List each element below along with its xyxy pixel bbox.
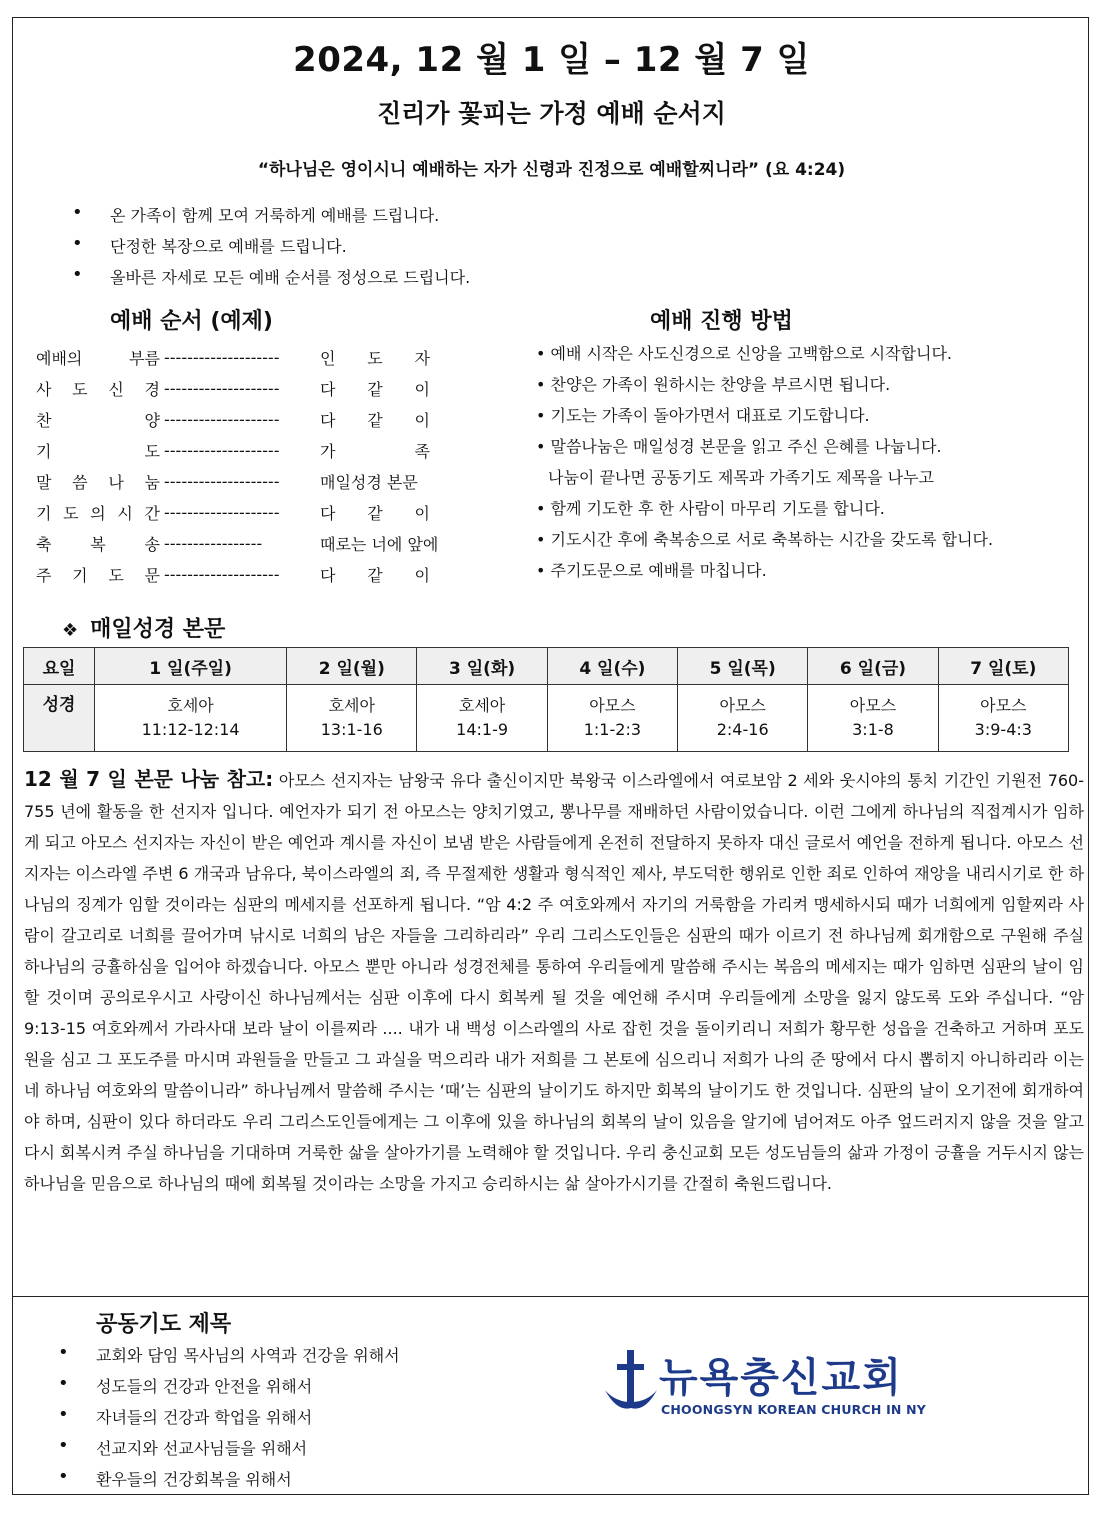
section-divider bbox=[12, 1296, 1089, 1297]
scripture-ref: 2:4-16 bbox=[716, 720, 769, 739]
order-item-label: 주 기 도 문 bbox=[36, 566, 160, 585]
prayer-item: • 교회와 담임 목사님의 사역과 건강을 위해서 bbox=[58, 1343, 400, 1374]
dash-leader: -------------------- bbox=[164, 379, 280, 398]
method-line: • 예배 시작은 사도신경으로 신앙을 고백함으로 시작합니다. bbox=[536, 344, 952, 363]
key-verse: “하나님은 영이시니 예배하는 자가 신령과 진정으로 예배할찌니라” (요 4:24) bbox=[257, 160, 846, 180]
scripture-ref: 13:1-16 bbox=[320, 720, 383, 739]
order-item-label: 찬 양 bbox=[36, 411, 160, 430]
scripture-cell bbox=[678, 685, 808, 752]
day-header: 3 일(화) bbox=[417, 648, 547, 685]
order-item-leader: 다 같 이 bbox=[320, 380, 430, 399]
prayer-item: • 환우들의 건강회복을 위해서 bbox=[58, 1467, 400, 1498]
scripture-book: 아모스 bbox=[719, 696, 766, 715]
day-header: 4 일(수) bbox=[547, 648, 677, 685]
order-item-leader: 다 같 이 bbox=[320, 411, 430, 430]
order-row bbox=[36, 466, 430, 497]
order-row bbox=[36, 342, 430, 373]
bible-reading-table bbox=[23, 647, 1069, 752]
guideline-list bbox=[72, 203, 470, 296]
order-row bbox=[36, 528, 439, 559]
method-line: • 찬양은 가족이 원하시는 찬양을 부르시면 됩니다. bbox=[536, 375, 891, 394]
reflection-title: 12 월 7 일 본문 나눔 참고: bbox=[24, 767, 274, 791]
scripture-ref: 11:12-12:14 bbox=[141, 720, 240, 739]
method-line: • 함께 기도한 후 한 사람이 마무리 기도를 합니다. bbox=[536, 499, 885, 518]
guideline-item: • 온 가족이 함께 모여 거룩하게 예배를 드립니다. bbox=[72, 203, 470, 234]
scripture-book: 호세아 bbox=[458, 696, 506, 715]
order-row bbox=[36, 373, 430, 404]
day-label-header: 요일 bbox=[24, 648, 95, 685]
prayer-list bbox=[58, 1343, 400, 1498]
scripture-cell bbox=[938, 685, 1068, 752]
prayer-heading: 공동기도 제목 bbox=[96, 1312, 232, 1337]
scripture-cell bbox=[417, 685, 547, 752]
guideline-item: • 올바른 자세로 모든 예배 순서를 정성으로 드립니다. bbox=[72, 265, 470, 296]
bible-heading-text: 매일성경 본문 bbox=[90, 617, 226, 642]
order-item-leader: 인 도 자 bbox=[320, 349, 430, 368]
diamond-bullet-icon: ❖ bbox=[62, 620, 79, 641]
dash-leader: -------------------- bbox=[164, 441, 280, 460]
scripture-book: 호세아 bbox=[167, 696, 214, 715]
scripture-ref: 1:1-2:3 bbox=[583, 720, 642, 739]
method-line: • 기도는 가족이 돌아가면서 대표로 기도합니다. bbox=[536, 406, 870, 425]
dash-leader: -------------------- bbox=[164, 348, 280, 367]
scripture-row-label: 성경 bbox=[24, 685, 95, 752]
scripture-cell bbox=[547, 685, 677, 752]
order-item-label: 말 씀 나 눔 bbox=[36, 473, 160, 492]
bible-heading bbox=[62, 612, 225, 643]
scripture-cell bbox=[287, 685, 417, 752]
prayer-item: • 성도들의 건강과 안전을 위해서 bbox=[58, 1374, 400, 1405]
scripture-book: 호세아 bbox=[328, 696, 375, 715]
order-item-leader: 다 같 이 bbox=[320, 566, 430, 585]
method-line: 나눔이 끝나면 공동기도 제목과 가족기도 제목을 나누고 bbox=[548, 468, 935, 487]
day-header: 2 일(월) bbox=[287, 648, 417, 685]
page-title: 2024, 12 월 1 일 – 12 월 7 일 bbox=[293, 40, 810, 80]
order-item-leader: 다 같 이 bbox=[320, 504, 430, 523]
dash-leader: -------------------- bbox=[164, 503, 280, 522]
logo-korean-name: 뉴욕충신교회 bbox=[659, 1355, 903, 1401]
method-line: • 말씀나눔은 매일성경 본문을 읽고 주신 은혜를 나눕니다. bbox=[536, 437, 942, 456]
scripture-cell bbox=[95, 685, 287, 752]
order-item-label: 예배의 부름 bbox=[36, 349, 160, 368]
page-subtitle: 진리가 꽃피는 가정 예배 순서지 bbox=[377, 99, 726, 128]
order-row bbox=[36, 497, 430, 528]
worship-order-list bbox=[36, 342, 439, 590]
order-heading: 예배 순서 (예제) bbox=[110, 309, 273, 334]
scripture-book: 아모스 bbox=[589, 696, 636, 715]
method-heading: 예배 진행 방법 bbox=[650, 309, 793, 334]
dash-leader: ----------------- bbox=[164, 534, 263, 553]
order-item-label: 기 도 의 시 간 bbox=[36, 504, 160, 523]
order-item-label: 기 도 bbox=[36, 442, 160, 461]
reflection-body: 아모스 선지자는 남왕국 유다 출신이지만 북왕국 이스라엘에서 여로보암 2 세와 웃시야의 통치 기간인 기원전 760-755 년에 활동을 한 선지자 입니다. 예언자가 되기 전 아모스는 양치기였고, 뽕나무를 재배하던 사람이었습니다. 이런 그에게 하나님의 직접계시가 임하게 되고 아모스 선지자는 자신이 받은 예언과 계시를 자신이 보냄 받은 사람들에게 온전히 전달하지 못하자 대신 글로서 예언을 전하게 됩니다. 아모스 선지자는 이스라엘 주변 6 개국과 남유다, 북이스라엘의 죄, 즉 무절제한 생활과 형식적인 제사, 부도덕한 행위로 인한 죄로 인하여 재앙을 내리시기로 한 하나님의 징계가 임할 것이라는 심판의 메세지를 선포하게 됩니다. “암 4:2 주 여호와께서 자기의 거룩함을 가리켜 맹세하시되 때가 너희에게 임할찌라 사람이 갈고리로 너희를 끌어가며 낚시로 너희의 남은 자들을 그리하리라” 우리 그리스도인들은 심판의 때가 이르기 전 하나님께 회개함으로 구원해 주실 하나님의 긍휼하심을 입어야 하겠습니다. 아모스 뿐만 아니라 성경전체를 통하여 우리들에게 말씀해 주시는 복음의 메세지는 때가 임하면 심판의 날이 임할 것이며 공의로우시고 사랑이신 하나님께서는 심판 이후에 다시 회복케 될 것을 예언해 주시며 우리들에게 소망을 잃지 않도록 도와 주십니다. “암 9:13-15 여호와께서 가라사대 보라 날이 이를찌라 .... 내가 내 백성 이스라엘의 사로 잡힌 것을 돌이키리니 저희가 황무한 성읍을 건축하고 거하며 포도원을 심고 그 포도주를 마시며 과원들을 만들고 그 과실을 먹으리라 내가 저희를 그 본토에 심으리니 저희가 나의 준 땅에서 다시 뽑히지 아니하리라 이는 네 하나님 여호와의 말씀이니라” 하나님께서 말씀해 주시는 ‘때’는 심판의 날이기도 하지만 회복의 날이기도 한 것입니다. 심판의 날이 오기전에 회개하여야 하며, 심판이 있다 하더라도 우리 그리스도인들에게는 그 이후에 있을 하나님의 회복의 날이 있음을 알기에 넘어져도 아주 엎드러지지 않을 것을 알고 다시 회복시켜 주실 하나님을 기대하며 거룩한 삶을 살아가기를 노력해야 할 것입니다. 우리 충신교회 모든 성도님들의 삶과 가정이 긍휼을 거두시지 않는 하나님을 믿음으로 하나님의 때에 회복될 것이라는 소망을 가지고 승리하시는 삶 살아가시기를 간절히 축원드립니다. bbox=[24, 771, 1084, 1193]
cross-wave-icon bbox=[603, 1350, 659, 1414]
order-row bbox=[36, 435, 430, 466]
method-line: • 주기도문으로 예배를 마칩니다. bbox=[536, 561, 767, 580]
order-item-label: 축 복 송 bbox=[36, 535, 160, 554]
day-header: 1 일(주일) bbox=[95, 648, 287, 685]
logo-english-name: CHOONGSYN KOREAN CHURCH IN NY bbox=[661, 1402, 927, 1417]
church-logo bbox=[603, 1346, 933, 1426]
method-line: • 기도시간 후에 축복송으로 서로 축복하는 시간을 갖도록 합니다. bbox=[536, 530, 994, 549]
prayer-item: • 자녀들의 건강과 학업을 위해서 bbox=[58, 1405, 400, 1436]
order-item-leader: 매일성경 본문 bbox=[320, 473, 418, 492]
day-header: 7 일(토) bbox=[938, 648, 1068, 685]
scripture-ref: 14:1-9 bbox=[456, 720, 509, 739]
order-row bbox=[36, 404, 430, 435]
scripture-ref: 3:9-4:3 bbox=[974, 720, 1032, 739]
order-row bbox=[36, 559, 430, 590]
dash-leader: -------------------- bbox=[164, 565, 280, 584]
reflection-section bbox=[24, 764, 1084, 1199]
day-header: 5 일(목) bbox=[678, 648, 808, 685]
order-item-leader: 가 족 bbox=[320, 442, 430, 461]
guideline-item: • 단정한 복장으로 예배를 드립니다. bbox=[72, 234, 470, 265]
dash-leader: -------------------- bbox=[164, 472, 280, 491]
method-list bbox=[536, 342, 993, 590]
scripture-cell bbox=[808, 685, 938, 752]
day-header: 6 일(금) bbox=[808, 648, 938, 685]
scripture-ref: 3:1-8 bbox=[852, 720, 894, 739]
scripture-book: 아모스 bbox=[980, 696, 1027, 715]
order-item-label: 사 도 신 경 bbox=[36, 380, 160, 399]
order-item-leader: 때로는 너에 앞에 bbox=[320, 535, 439, 554]
scripture-book: 아모스 bbox=[849, 696, 897, 715]
dash-leader: -------------------- bbox=[164, 410, 280, 429]
prayer-item: • 선교지와 선교사님들을 위해서 bbox=[58, 1436, 400, 1467]
